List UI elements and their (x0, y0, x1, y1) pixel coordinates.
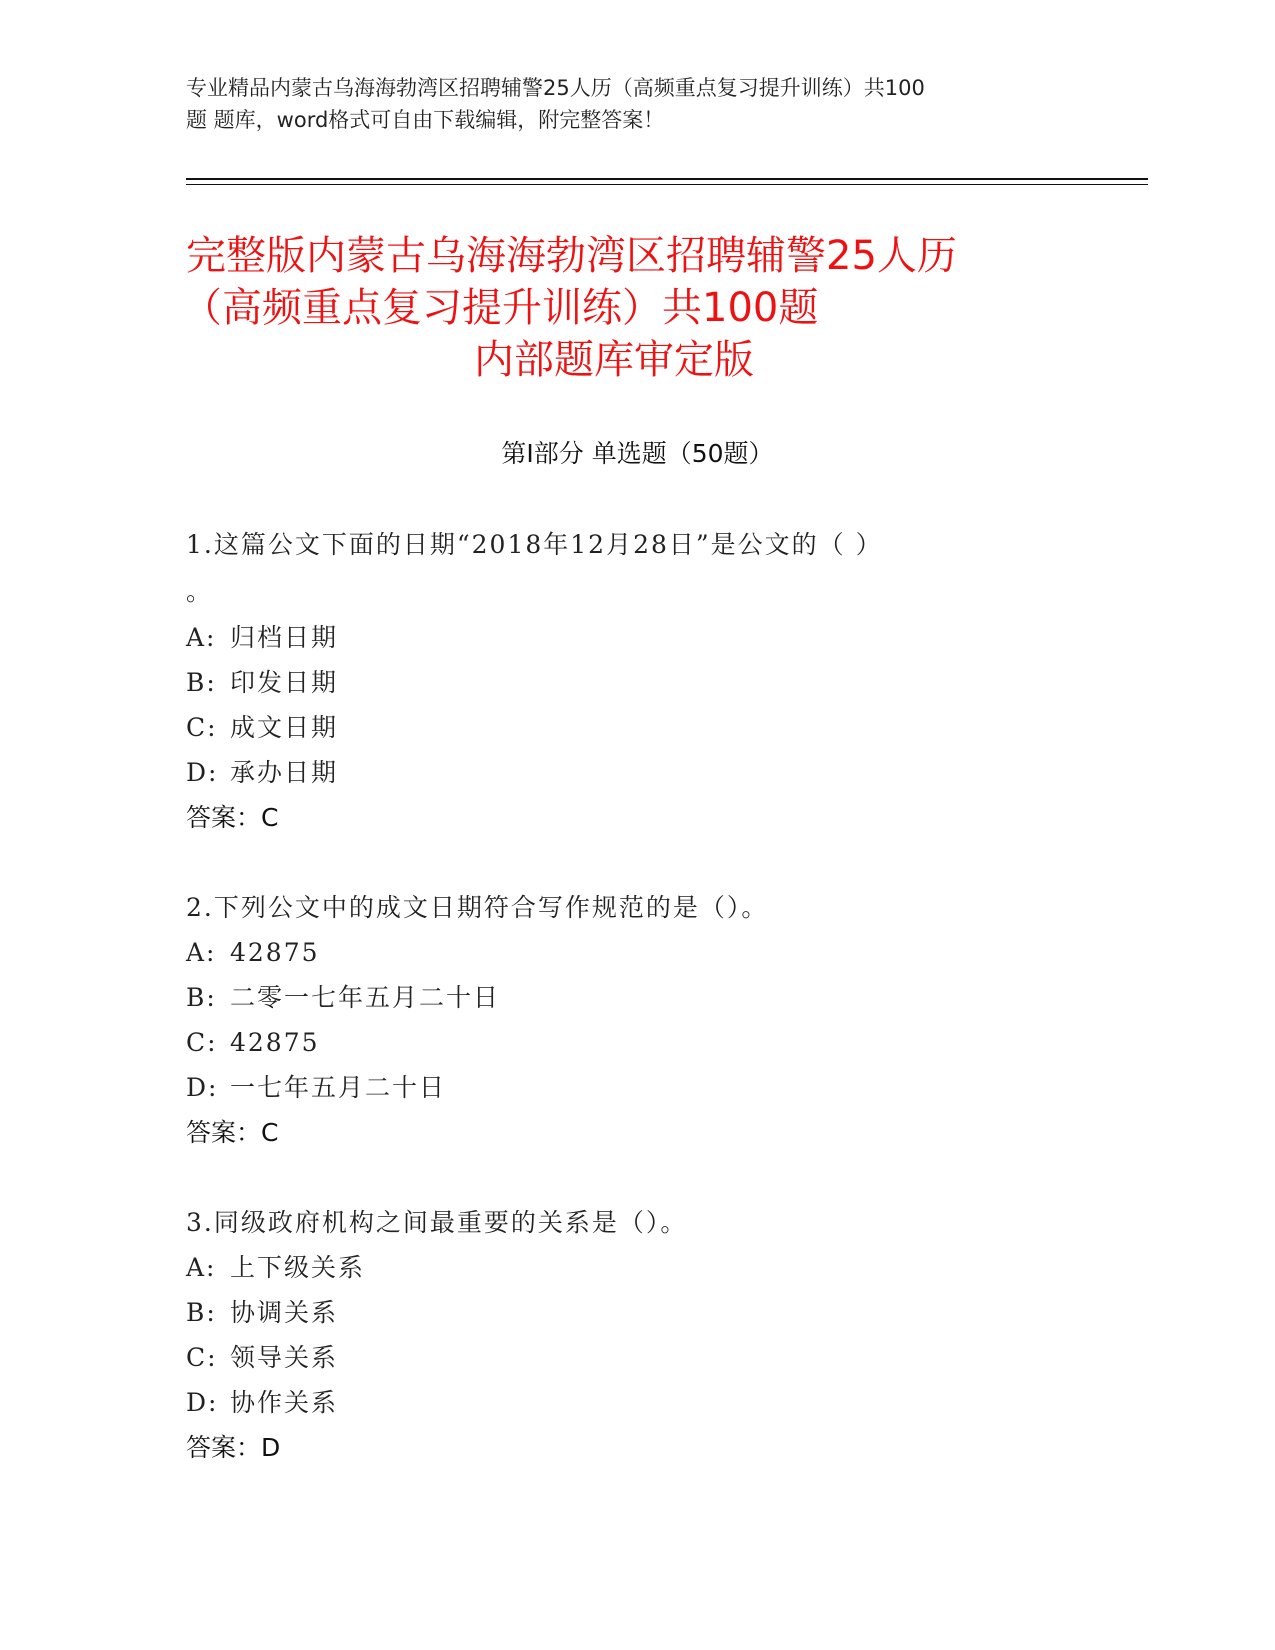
option-text: 协调关系 (230, 1298, 339, 1327)
option-label: A: (186, 938, 217, 967)
header-line-2: 题 题库，word格式可自由下载编辑，附完整答案！ (186, 108, 665, 132)
question-1-option-d (186, 756, 338, 790)
question-1-option-a (186, 621, 338, 655)
option-label: C: (186, 1028, 218, 1057)
header-line-1: 专业精品内蒙古乌海海勃湾区招聘辅警25人历（高频重点复习提升训练）共100 (186, 76, 925, 100)
question-3-option-a (186, 1251, 365, 1285)
option-text: 成文日期 (230, 713, 339, 742)
question-1-stem-cont: 。 (186, 577, 214, 606)
question-2-answer: 答案：C (186, 1118, 279, 1147)
option-text: 归档日期 (230, 623, 339, 652)
option-label: D: (186, 758, 219, 787)
question-1-stem: 1.这篇公文下面的日期“2018年12月28日”是公文的（ ） (186, 530, 883, 559)
question-3-option-d (186, 1386, 338, 1420)
option-text: 一七年五月二十日 (230, 1073, 447, 1102)
question-2-option-a (186, 936, 320, 970)
option-text: 承办日期 (230, 758, 339, 787)
option-text: 42875 (230, 938, 320, 967)
option-text: 二零一七年五月二十日 (230, 983, 501, 1012)
option-text: 协作关系 (230, 1388, 339, 1417)
question-2-option-d (186, 1071, 446, 1105)
question-1-option-b (186, 666, 338, 700)
title-line-1: 完整版内蒙古乌海海勃湾区招聘辅警25人历 (186, 233, 957, 279)
option-label: B: (186, 1298, 217, 1327)
question-2-option-c (186, 1026, 320, 1060)
option-label: B: (186, 983, 217, 1012)
option-label: C: (186, 713, 218, 742)
option-label: A: (186, 623, 217, 652)
option-label: C: (186, 1343, 218, 1372)
option-text: 上下级关系 (230, 1253, 366, 1282)
title-line-3: 内部题库审定版 (474, 337, 754, 383)
option-label: D: (186, 1073, 219, 1102)
question-2-option-b (186, 981, 500, 1015)
question-2-stem: 2.下列公文中的成文日期符合写作规范的是（）。 (186, 893, 769, 922)
question-3-option-c (186, 1341, 338, 1375)
title-line-2: （高频重点复习提升训练）共100题 (182, 285, 819, 331)
option-text: 印发日期 (230, 668, 339, 697)
question-1-option-c (186, 711, 338, 745)
option-label: B: (186, 668, 217, 697)
section-heading: 第Ⅰ部分 单选题（50题） (501, 439, 774, 468)
option-text: 领导关系 (230, 1343, 339, 1372)
option-label: A: (186, 1253, 217, 1282)
header-divider-thick (186, 178, 1148, 180)
header-divider-thin (186, 184, 1148, 185)
option-label: D: (186, 1388, 219, 1417)
question-3-option-b (186, 1296, 338, 1330)
question-1-answer: 答案：C (186, 803, 279, 832)
option-text: 42875 (230, 1028, 320, 1057)
question-3-stem: 3.同级政府机构之间最重要的关系是（）。 (186, 1208, 688, 1237)
question-3-answer: 答案：D (186, 1433, 281, 1462)
